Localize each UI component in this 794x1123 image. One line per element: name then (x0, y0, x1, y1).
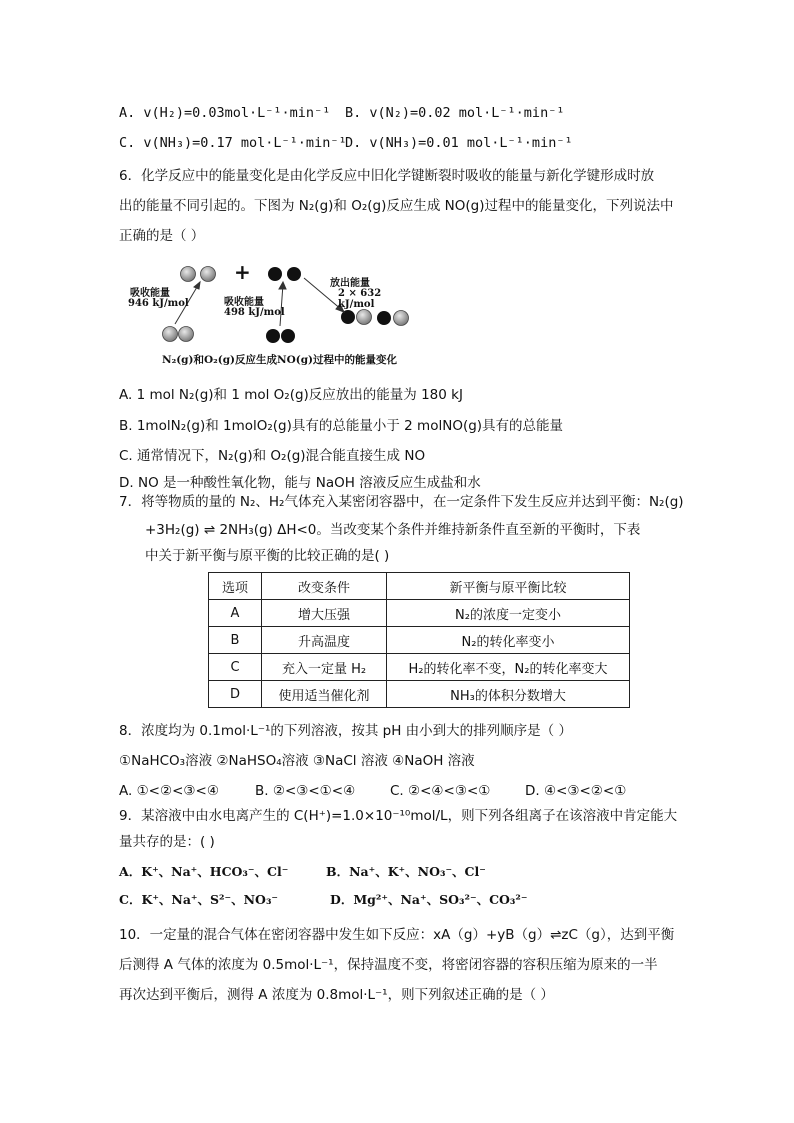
table-cell: 充入一定量 H₂ (262, 654, 387, 681)
q9-option-d: D．Mg²⁺、Na⁺、SO₃²⁻、CO₃²⁻ (330, 892, 528, 907)
table-cell: NH₃的体积分数增大 (387, 681, 630, 708)
table-row (209, 600, 630, 627)
release-label: 放出能量 (330, 278, 370, 289)
table-row (209, 654, 630, 681)
comparison-table (208, 572, 630, 708)
q9-option-b: B．Na⁺、K⁺、NO₃⁻、Cl⁻ (326, 864, 486, 879)
q9-option-c: C．K⁺、Na⁺、S²⁻、NO₃⁻ (119, 892, 279, 907)
table-row (209, 627, 630, 654)
q6-stem-line3: 正确的是（ ） (119, 228, 205, 244)
q6-option-d: D. NO 是一种酸性氧化物，能与 NaOH 溶液反应生成盐和水 (119, 475, 481, 491)
q10-stem-line1: 10．一定量的混合气体在密闭容器中发生如下反应：xA（g）+yB（g）⇌zC（g），达到平衡 (119, 927, 675, 943)
n2-molecule-top (181, 267, 216, 282)
q10-stem-line2: 后测得 A 气体的浓度为 0.5mol·L⁻¹，保持温度不变，将密闭容器的容积压缩为原来的一半 (119, 957, 658, 973)
table-header: 新平衡与原平衡比较 (387, 573, 630, 600)
table-cell: H₂的转化率不变，N₂的转化率变大 (387, 654, 630, 681)
q10-stem-line3: 再次达到平衡后，测得 A 浓度为 0.8mol·L⁻¹，则下列叙述正确的是（ ） (119, 987, 554, 1003)
table-cell: C (209, 654, 262, 681)
q8-option-b: B. ②<③<①<④ (255, 783, 356, 799)
q7-stem-line3: 中关于新平衡与原平衡的比较正确的是( ) (145, 548, 390, 564)
table-cell: N₂的转化率变小 (387, 627, 630, 654)
q9-option-a: A．K⁺、Na⁺、HCO₃⁻、Cl⁻ (119, 864, 289, 879)
q8-stem: 8．浓度均为 0.1mol·L⁻¹的下列溶液，按其 pH 由小到大的排列顺序是（ ） (119, 723, 572, 739)
figure-caption: N₂(g)和O₂(g)反应生成NO(g)过程中的能量变化 (162, 354, 398, 366)
table-cell: D (209, 681, 262, 708)
table-header-row (209, 573, 630, 600)
q5-option-b: B. v(N₂)=0.02 mol·L⁻¹·min⁻¹ (345, 105, 565, 121)
no-molecules (341, 310, 409, 326)
n-atoms-bottom (163, 327, 194, 342)
absorb-value-1: 946 kJ/mol (128, 298, 189, 309)
q6-stem-line1: 6．化学反应中的能量变化是由化学反应中旧化学键断裂时吸收的能量与新化学键形成时放 (119, 168, 655, 184)
q6-option-b: B. 1molN₂(g)和 1molO₂(g)具有的总能量小于 2 molNO(g)具有的总能量 (119, 418, 564, 434)
table-cell: N₂的浓度一定变小 (387, 600, 630, 627)
q9-stem-line2: 量共存的是：( ) (119, 834, 215, 850)
q7-stem-line2: +3H₂(g) ⇌ 2NH₃(g) ΔH<0。当改变某个条件并维持新条件直至新的平衡时，下表 (145, 522, 641, 538)
absorb-label-1: 吸收能量 (130, 288, 170, 299)
table-cell: 增大压强 (262, 600, 387, 627)
q6-stem-line2: 出的能量不同引起的。下图为 N₂(g)和 O₂(g)反应生成 NO(g)过程中的能量变化，下列说法中 (119, 198, 674, 214)
table-cell: 升高温度 (262, 627, 387, 654)
q8-option-c: C. ②<④<③<① (390, 783, 491, 799)
q6-option-c: C. 通常情况下，N₂(g)和 O₂(g)混合能直接生成 NO (119, 448, 426, 464)
table-header: 选项 (209, 573, 262, 600)
absorb-label-2: 吸收能量 (224, 297, 264, 308)
table-cell: B (209, 627, 262, 654)
energy-diagram (120, 258, 420, 370)
absorb-value-2: 498 kJ/mol (224, 307, 285, 318)
table-cell: A (209, 600, 262, 627)
table-row (209, 681, 630, 708)
table-header: 改变条件 (262, 573, 387, 600)
q6-option-a: A. 1 mol N₂(g)和 1 mol O₂(g)反应放出的能量为 180 kJ (119, 387, 463, 403)
q8-solutions: ①NaHCO₃溶液 ②NaHSO₄溶液 ③NaCl 溶液 ④NaOH 溶液 (119, 753, 475, 769)
plus-sign: + (234, 260, 251, 284)
q5-option-a: A. v(H₂)=0.03mol·L⁻¹·min⁻¹ (119, 105, 331, 121)
q7-stem-line1: 7．将等物质的量的 N₂、H₂气体充入某密闭容器中，在一定条件下发生反应并达到平衡：N₂(g) (119, 494, 684, 510)
q8-option-d: D. ④<③<②<① (525, 783, 627, 799)
o-atoms-bottom (266, 329, 295, 343)
q8-option-a: A. ①<②<③<④ (119, 783, 219, 799)
q5-option-d: D. v(NH₃)=0.01 mol·L⁻¹·min⁻¹ (345, 135, 573, 151)
q5-option-c: C. v(NH₃)=0.17 mol·L⁻¹·min⁻¹ (119, 135, 347, 151)
table-cell: 使用适当催化剂 (262, 681, 387, 708)
release-value: 2 × 632 kJ/mol (338, 288, 382, 310)
o2-molecule-top (268, 267, 301, 281)
q9-stem-line1: 9．某溶液中由水电离产生的 C(H⁺)=1.0×10⁻¹⁰mol/L，则下列各组离子在该溶液中肯定能大 (119, 808, 678, 824)
